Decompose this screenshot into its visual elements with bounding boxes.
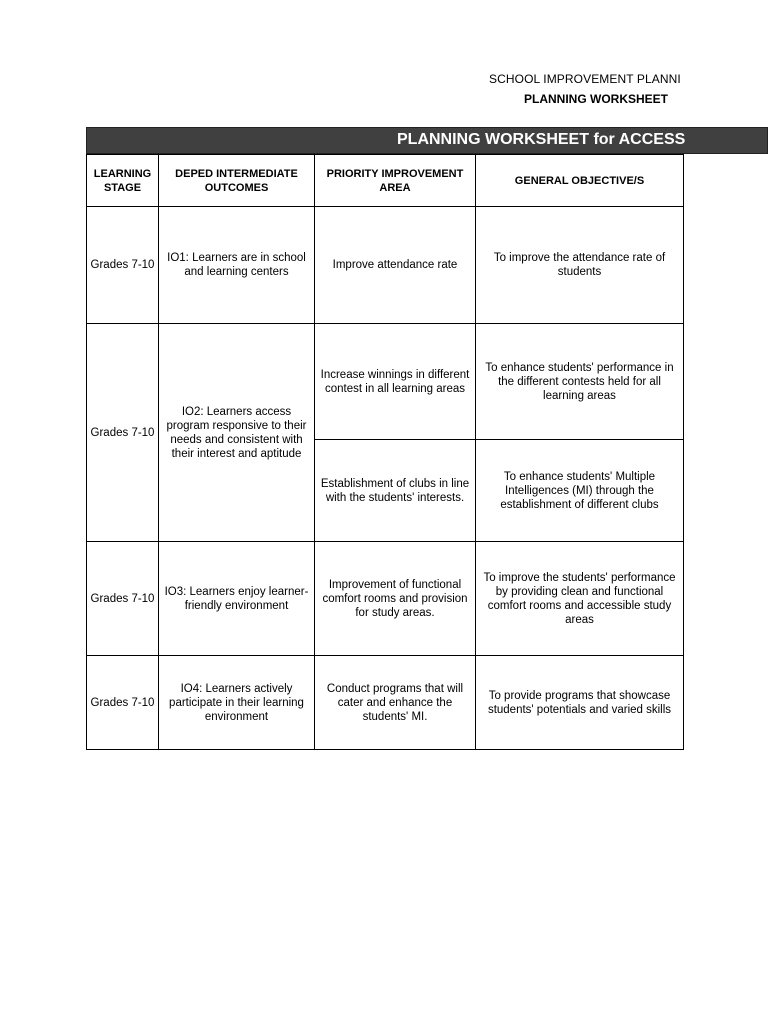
priority-cell: Improve attendance rate	[315, 207, 476, 324]
planning-worksheet-table	[86, 154, 684, 750]
header-deped-outcomes: DEPED INTERMEDIATE OUTCOMES	[159, 155, 315, 207]
objective-cell: To improve the attendance rate of students	[476, 207, 684, 324]
stage-cell: Grades 7-10	[87, 324, 159, 542]
objective-cell: To provide programs that showcase students' potentials and varied skills	[476, 656, 684, 750]
stage-cell: Grades 7-10	[87, 656, 159, 750]
worksheet-title: PLANNING WORKSHEET for ACCESS	[397, 131, 686, 148]
priority-cell: Establishment of clubs in line with the students' interests.	[315, 440, 476, 542]
header-priority-area: PRIORITY IMPROVEMENT AREA	[315, 155, 476, 207]
table-row	[87, 207, 684, 324]
table-row	[87, 324, 684, 440]
header-general-objectives: GENERAL OBJECTIVE/S	[476, 155, 684, 207]
priority-cell: Conduct programs that will cater and enhance the students' MI.	[315, 656, 476, 750]
table-header-row	[87, 155, 684, 207]
objective-cell: To improve the students' performance by providing clean and functional comfort rooms and accessible study areas	[476, 542, 684, 656]
outcome-cell: IO2: Learners access program responsive to their needs and consistent with their interest and aptitude	[159, 324, 315, 542]
outcome-cell: IO4: Learners actively participate in their learning environment	[159, 656, 315, 750]
table-row	[87, 656, 684, 750]
school-improvement-heading: SCHOOL IMPROVEMENT PLANNI	[489, 72, 681, 86]
priority-cell: Increase winnings in different contest in all learning areas	[315, 324, 476, 440]
objective-cell: To enhance students' Multiple Intelligences (MI) through the establishment of different clubs	[476, 440, 684, 542]
objective-cell: To enhance students' performance in the different contests held for all learning areas	[476, 324, 684, 440]
planning-worksheet-subheading: PLANNING WORKSHEET	[524, 92, 668, 106]
table-row	[87, 542, 684, 656]
stage-cell: Grades 7-10	[87, 207, 159, 324]
header-learning-stage: LEARNING STAGE	[87, 155, 159, 207]
outcome-cell: IO3: Learners enjoy learner-friendly environment	[159, 542, 315, 656]
stage-cell: Grades 7-10	[87, 542, 159, 656]
priority-cell: Improvement of functional comfort rooms and provision for study areas.	[315, 542, 476, 656]
outcome-cell: IO1: Learners are in school and learning centers	[159, 207, 315, 324]
